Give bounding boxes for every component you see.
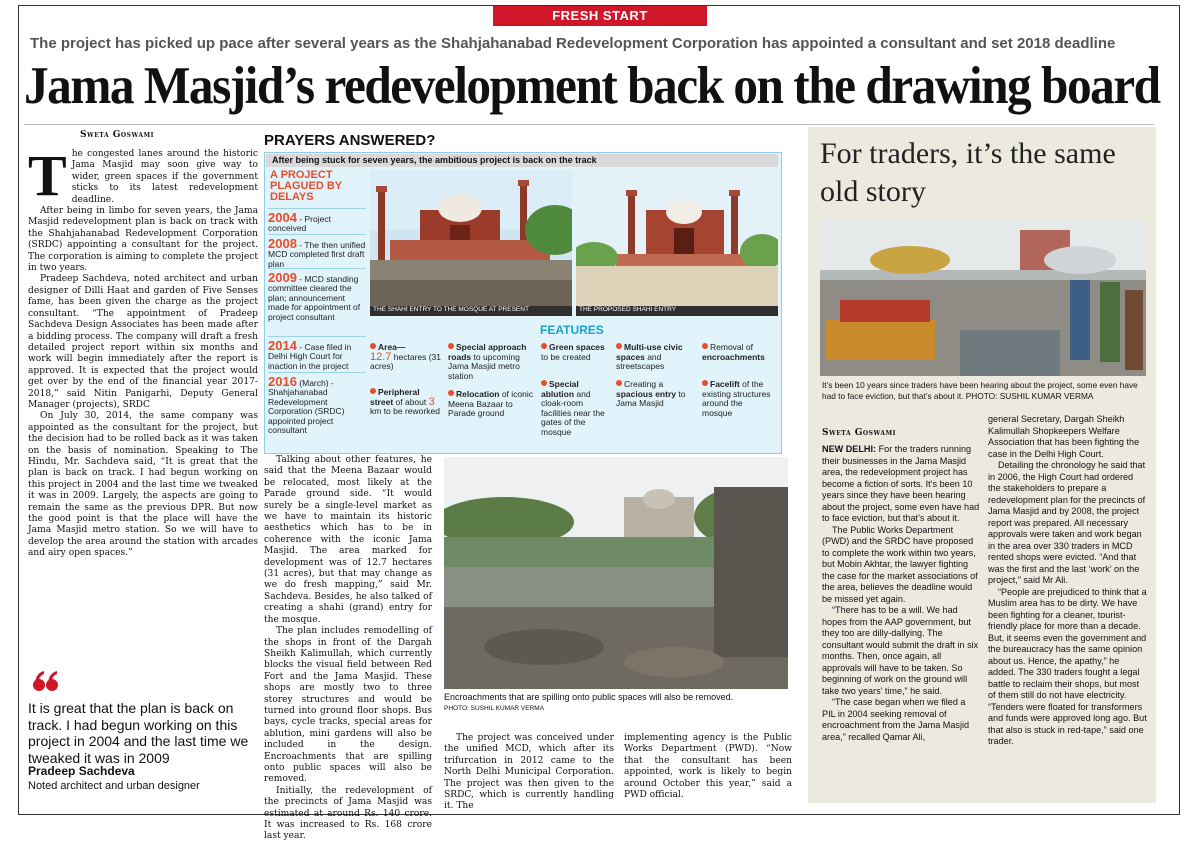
photo-proposed-entry [576,170,778,316]
photo-traders [820,220,1146,376]
bullet-icon [702,343,708,349]
timeline-heading: A PROJECT PLAGUED BY DELAYS [270,169,342,203]
feature-civic-spaces: Multi-use civic spaces and streetscapes [616,342,683,372]
timeline-entry [268,234,366,269]
kicker-label: FRESH START [493,6,707,26]
sidebar-column-2 [988,414,1148,802]
feature-green-spaces: Green spaces to be created [541,342,605,362]
timeline-entry [268,372,366,435]
pull-quote-text: It is great that the plan is back on track. I had begun working on this project in 2004 and the last time we tweaked it was in 2009 [28,700,249,766]
timeline-year: 2014 [268,338,297,353]
paragraph: Initially, the redevelopment of the precincts of Jama Masjid was estimated at around Rs. 140 crore. It was increased to Rs. 168 crore last year. [264,785,432,842]
feature-relocation: Relocation of iconic Meena Bazaar to Parade ground [448,389,533,419]
photo-caption: Encroachments that are spilling onto public spaces will also be removed. [444,692,734,702]
timeline-year: 2009 [268,270,297,285]
pull-quote-title: Noted architect and urban designer [28,780,200,792]
photo-present-entry [370,170,572,316]
paragraph: Pradeep Sachdeva, noted architect and urban designer of Dilli Haat and garden of Five Senses fame, has been given the charge as the project consultant. “The appointment of Pradeep Sachdeva Design Associates has been made after a bidding process. The company will draft a fresh detailed project report within six months and work will begin immediately after the report is approved. It is expected that the project would get over by the end of the financial year 2017-2018,” said Nitin Panigarhi, Deputy General Manager (projects), SRDC [28,274,258,410]
bullet-icon [616,343,622,349]
strapline: The project has picked up pace after several years as the Shahjahanabad Redevelopment Corporation has appointed a consultant and set 2018 deadline [30,35,1116,52]
story-column-4 [624,733,792,803]
bullet-icon [541,343,547,349]
features-heading: FEATURES [540,323,604,337]
photo-caption: THE PROPOSED SHAHI ENTRY [579,306,677,313]
story-column-2 [264,455,432,842]
timeline-year: 2016 [268,374,297,389]
paragraph: Talking about other features, he said that the Meena Bazaar would be relocated, most likely at the Parade ground side. “It would surely be a single-level market as we have to maintain its historic aesthetics which has to be in coherence with the iconic Jama Masjid. The area marked for development was of 12.7 hectares (31 acres), but that may change as we do fresh mapping,” said Mr. Sachdeva. Besides, he also talked of creating a shahi (grand) entry for the mosque. [264,455,432,625]
sidebar-photo-caption: It’s been 10 years since traders have been hearing about the project, some even have had to face eviction, but that’s about it. PHOTO: SUSHIL KUMAR VERMA [822,380,1138,401]
bullet-icon [541,380,547,386]
bullet-icon [448,343,454,349]
photo-caption: THE SHAHI ENTRY TO THE MOSQUE AT PRESENT [373,306,529,313]
photo-credit: PHOTO: SUSHIL KUMAR VERMA [444,705,545,712]
paragraph: “The case began when we filed a PIL in 2004 seeking removal of encroachment from the Jama Masjid area,” recalled Qamar Ali, [822,697,970,742]
dateline: NEW DELHI: [822,444,877,454]
headline: Jama Masjid’s redevelopment back on the drawing board [24,57,1160,115]
bullet-icon [370,388,376,394]
pull-quote-name: Pradeep Sachdeva [28,764,135,778]
feature-peripheral: Peripheral street of about 3 km to be reworked [370,387,440,417]
feature-encroachment-removal: Removal of encroachments [702,342,765,362]
infobox-title: PRAYERS ANSWERED? [264,132,436,149]
feature-ablution: Special ablution and cloak-room facilities near the gates of the mosque [541,379,605,437]
paragraph: “People are prejudiced to think that a Muslim area has to be dirty. We have been fighting for a cleaner, tourist-friendly place for more than a decade. But, it seems even the government and the bureaucracy has the same opinion about us. Hence, the apathy,” he added. The 330 traders fought a legal battle to reclaim their shops, but most of them still do not have electricity. “Tenders were floated for transformers and funds were approved long ago. But that also is stuck in red-tape,” said one trader. [988,586,1147,746]
timeline-text: - Case filed in Delhi High Court for inaction in the project [268,342,352,371]
timeline-entry [268,336,366,371]
byline: Sweta Goswami [80,130,154,140]
infobox-subtitle: After being stuck for seven years, the ambitious project is back on the track [266,154,778,167]
paragraph: Detailing the chronology he said that in 2006, the High Court had ordered the stakeholders to prepare a redevelopment plan for the precincts of Jama Masjid and by 2008, the project report was prepared. All necessary approvals were taken and work began in the area over 330 traders in MCD rented shops were evicted. “And that was the first and the last ‘work’ on the project,” said Mr Ali. [988,460,1146,585]
paragraph: he congested lanes around the historic Jama Masjid may soon give way to wider, green spaces if the government sticks to its latest redevelopment deadline. [71,149,258,205]
bullet-icon [448,390,454,396]
bullet-icon [370,343,376,349]
timeline-text: - Project conceived [268,214,331,234]
paragraph: After being in limbo for seven years, the Jama Masjid redevelopment plan is back on track with the Shahjahanabad Redevelopment Corporation (SRDC) appointing a consultant for the project. The corporation is aiming to complete the project in two years. [28,206,258,274]
paragraph: The project was conceived under the unified MCD, which after its trifurcation in 2012 came to the North Delhi Municipal Corporation. The project was then given to the SRDC, which is currently handling it. The [444,733,614,812]
feature-area: Area— 12.7 hectares (31 acres) [370,342,442,372]
feature-facelift: Facelift of the existing structures around the mosque [702,379,771,418]
dropcap: T [28,143,67,208]
timeline-entry [268,268,366,322]
headline-rule [24,124,1154,125]
paragraph: NEW DELHI: For the traders running their businesses in the Jama Masjid area, the redevelopment project has become a fiction of sorts. It’s been 10 years since they have been hearing about the project, some even have had to face eviction, but that’s about it. [822,444,980,523]
story-column-3 [444,733,614,812]
photo-encroachment [444,457,788,689]
bullet-icon [616,380,622,386]
quote-mark-icon [32,669,60,695]
timeline-text: - The then unified MCD completed first draft plan [268,240,366,269]
sidebar-column-1 [822,444,980,800]
sidebar-headline: For traders, it’s the same old story [820,137,1116,208]
story-column-1 [28,143,258,669]
timeline-year: 2008 [268,236,297,251]
paragraph: The Public Works Department (PWD) and the SRDC have proposed to complete the work within two years, but Mobin Akhtar, the lawyer fighting the case for the market associations of the area, believes the deadline would be missed yet again. [822,524,978,604]
paragraph: “There has to be a will. We had hopes from the AAP government, but they too are dilly-dallying. The consultant would submit the draft in six months. Then, once again, all approvals will have to be taken. So beginning of work on the ground will take two years’ time,” he said. [822,605,979,696]
sidebar-byline: Sweta Goswami [822,428,896,438]
paragraph: implementing agency is the Public Works Department (PWD). “Now that the consultant has been appointed, work is likely to begin around October this year,” said a PWD official. [624,733,792,801]
bullet-icon [702,380,708,386]
feature-approach-roads: Special approach roads to upcoming Jama Masjid metro station [448,342,527,381]
paragraph: The plan includes remodelling of the shops in front of the Dargah Sheikh Kalimullah, which currently blocks the visual field between Red Fort and the Jama Masjid. These shops are mostly two to three storey structures and would be turned into ground floor shops. Bus bays, cycle tracks, special areas for ablution, mini gardens will also be included in the design. Encroachments that are spilling onto public spaces will also be removed. [264,626,432,785]
feature-spacious-entry: Creating a spacious entry to Jama Masjid [616,379,686,409]
paragraph: general Secretary, Dargah Sheikh Kalimullah Shopkeepers Welfare Association that has been fighting the case in the Delhi High Court. [988,414,1140,459]
timeline-text: (March) - Shahjahanabad Redevelopment Corporation (SRDC) appointed project consultant [268,378,345,436]
timeline-text: - MCD standing committee cleared the plan; announcement made for appointment of project consultant [268,274,361,322]
paragraph: On July 30, 2014, the same company was appointed as the consultant for the project, but the decision had to be rolled back as it was taken on the basis of nomination. Speaking to The Hindu, Mr. Sachdeva said, “It is great that the plan is back on track. I had begun working on this project in 2004 and the last time we tweaked it was in 2009. Largely, the aspects are going to remain the same as the previous DPR. But now the good point is that the place will have the Jama Masjid metro station. So we will have to develop the area around the station with arcades and airy open spaces.” [28,411,258,559]
timeline-year: 2004 [268,210,297,225]
timeline-entry [268,208,366,234]
